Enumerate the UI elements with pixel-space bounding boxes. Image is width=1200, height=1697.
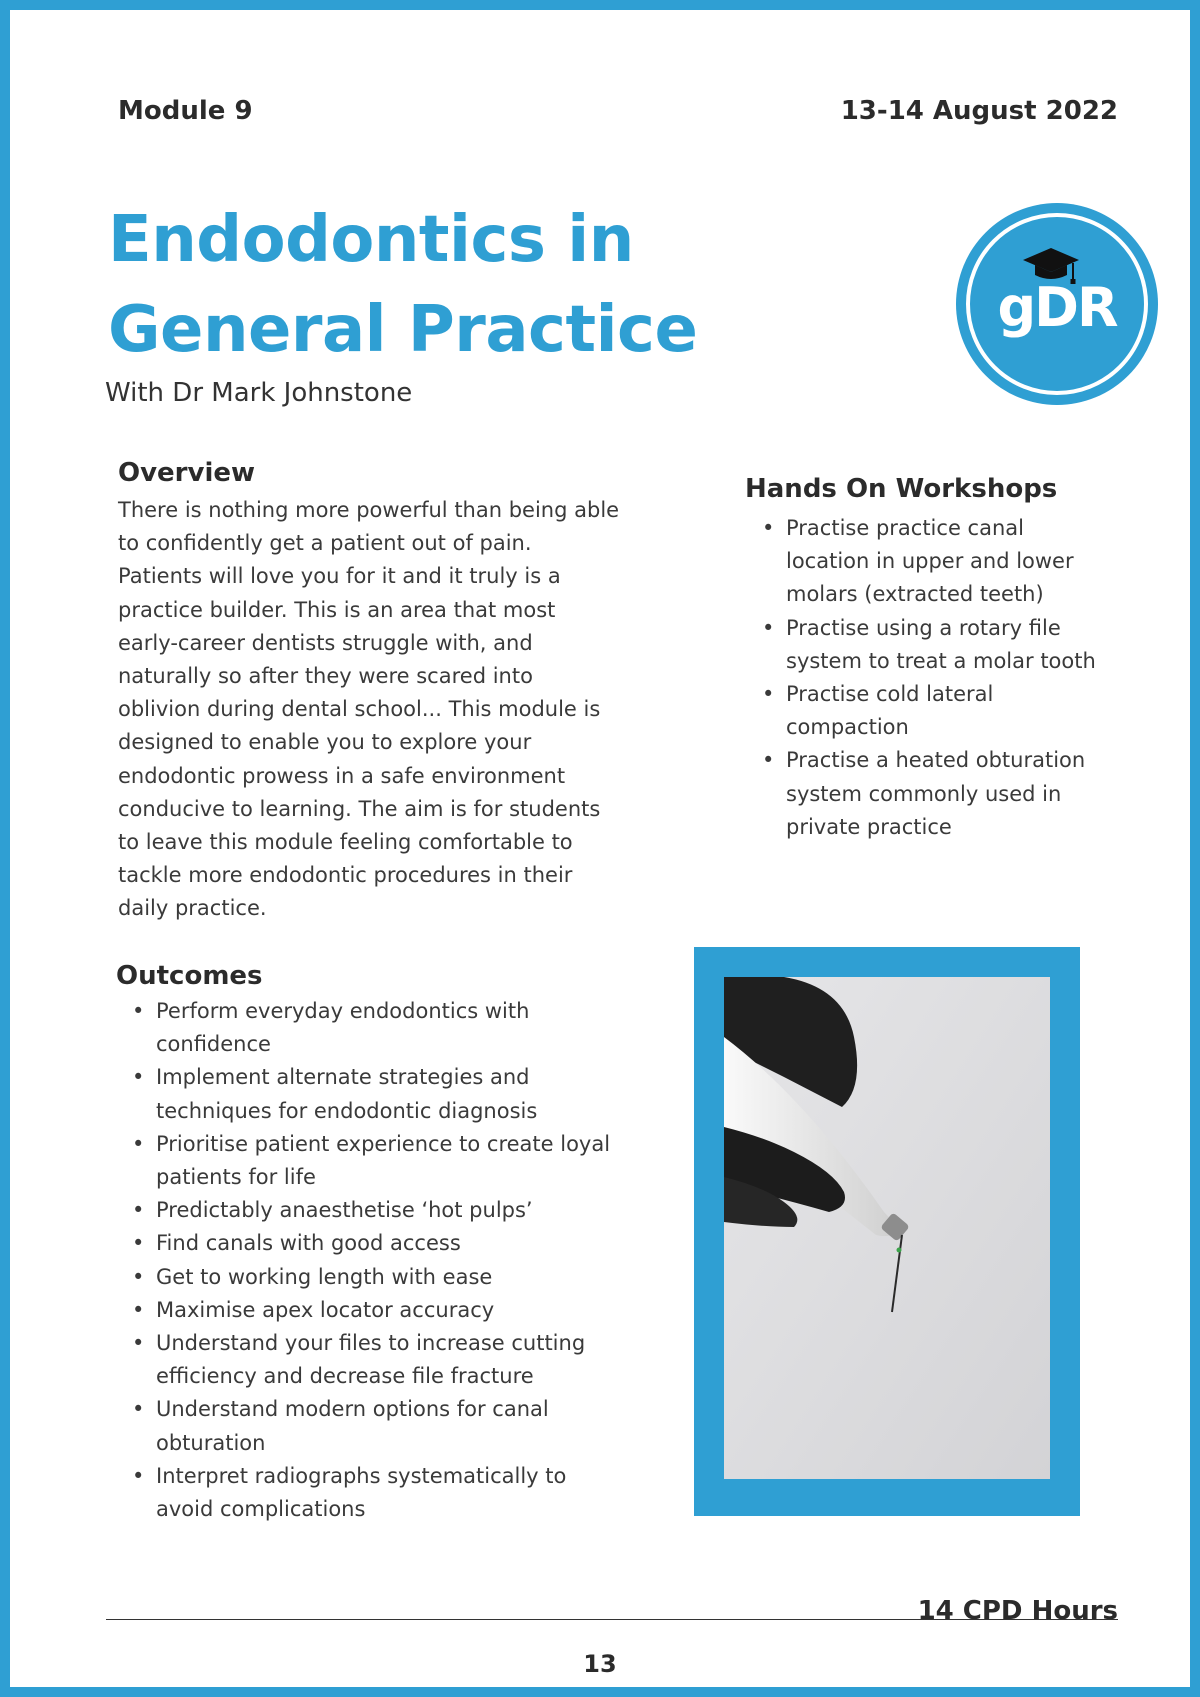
bullet-icon: • (132, 1297, 145, 1322)
overview-body (118, 494, 638, 926)
logo-text: gDR (997, 276, 1117, 339)
overview-line: designed to enable you to explore your (118, 730, 532, 755)
bullet-icon: • (132, 1331, 145, 1356)
footer-divider (106, 1619, 1118, 1620)
outcome-item-line: avoid complications (156, 1497, 366, 1522)
outcome-item (118, 1128, 698, 1194)
outcomes-heading: Outcomes (116, 961, 263, 991)
overview-line: endodontic prowess in a safe environment (118, 763, 566, 788)
bullet-icon: • (132, 1463, 145, 1488)
title-line-2: General Practice (108, 293, 698, 367)
workshops-heading: Hands On Workshops (745, 474, 1058, 504)
bullet-icon: • (132, 1065, 145, 1090)
bullet-icon: • (132, 1198, 145, 1223)
outcome-item-line: Get to working length with ease (156, 1264, 493, 1289)
bullet-icon: • (132, 1231, 145, 1256)
overview-heading: Overview (118, 458, 256, 488)
outcome-item (118, 1393, 698, 1459)
overview-line: tackle more endodontic procedures in their (118, 863, 573, 888)
workshop-item (748, 744, 1148, 844)
overview-line: oblivion during dental school... This module is (118, 697, 601, 722)
workshop-item-line: Practise practice canal (786, 516, 1024, 540)
gdr-logo (955, 202, 1159, 406)
workshop-item-line: Practise a heated obturation (786, 748, 1086, 773)
page-number: 13 (583, 1650, 617, 1678)
workshop-item (748, 512, 1148, 612)
workshops-list (748, 512, 1148, 844)
outcome-item-line: Prioritise patient experience to create loyal (156, 1131, 611, 1156)
outcome-item (118, 1194, 698, 1227)
module-label: Module 9 (118, 96, 253, 126)
overview-line: There is nothing more powerful than being able (118, 498, 620, 522)
workshop-item (748, 612, 1148, 678)
workshop-item-line: system commonly used in (786, 781, 1062, 806)
overview-line: daily practice. (118, 896, 267, 921)
bullet-icon: • (132, 1131, 145, 1156)
workshop-item (748, 678, 1148, 744)
outcome-item-line: Maximise apex locator accuracy (156, 1297, 495, 1322)
workshop-item-line: system to treat a molar tooth (786, 648, 1096, 673)
overview-line: conducive to learning. The aim is for students (118, 796, 601, 821)
bullet-icon: • (762, 748, 775, 773)
overview-line: Patients will love you for it and it truly is a (118, 564, 561, 589)
workshop-item-line: private practice (786, 814, 952, 839)
outcome-item (118, 1261, 698, 1294)
overview-line: to leave this module feeling comfortable to (118, 830, 573, 855)
outcome-item-line: patients for life (156, 1165, 316, 1190)
module-dates: 13-14 August 2022 (840, 96, 1118, 126)
photo-frame (694, 947, 1080, 1516)
outcome-item-line: confidence (156, 1032, 271, 1057)
bullet-icon: • (132, 999, 145, 1023)
workshop-item-line: Practise cold lateral (786, 682, 994, 707)
outcome-item-line: Understand modern options for canal (156, 1397, 549, 1422)
outcome-item (118, 1460, 698, 1526)
endodontic-handpiece-photo (724, 977, 1050, 1479)
bullet-icon: • (132, 1397, 145, 1422)
outcome-item-line: obturation (156, 1430, 266, 1455)
cpd-hours: 14 CPD Hours (917, 1596, 1118, 1626)
outcome-item (118, 1294, 698, 1327)
outcome-item-line: efficiency and decrease file fracture (156, 1364, 534, 1389)
workshop-item-line: molars (extracted teeth) (786, 582, 1044, 607)
outcome-item (118, 1061, 698, 1127)
overview-line: naturally so after they were scared into (118, 664, 533, 689)
workshop-item-line: compaction (786, 715, 909, 740)
page-title (108, 195, 808, 375)
outcome-item-line: Understand your files to increase cutting (156, 1331, 586, 1356)
outcome-item-line: Implement alternate strategies and (156, 1065, 530, 1090)
overview-line: practice builder. This is an area that most (118, 597, 556, 622)
bullet-icon: • (762, 682, 775, 707)
outcome-item-line: Interpret radiographs systematically to (156, 1463, 567, 1488)
outcome-item (118, 1327, 698, 1393)
overview-line: early-career dentists struggle with, and (118, 630, 533, 655)
workshop-item-line: location in upper and lower (786, 549, 1074, 574)
outcome-item (118, 995, 698, 1061)
bullet-icon: • (762, 516, 775, 540)
bullet-icon: • (762, 615, 775, 640)
title-line-1: Endodontics in (108, 203, 634, 277)
overview-line: to confidently get a patient out of pain. (118, 531, 532, 556)
bullet-icon: • (132, 1264, 145, 1289)
outcome-item-line: Perform everyday endodontics with (156, 999, 530, 1023)
outcome-item (118, 1227, 698, 1260)
outcome-item-line: Predictably anaesthetise ‘hot pulps’ (156, 1198, 533, 1223)
outcome-item-line: Find canals with good access (156, 1231, 461, 1256)
presenter-subtitle: With Dr Mark Johnstone (105, 378, 413, 408)
outcomes-list (118, 995, 698, 1526)
workshop-item-line: Practise using a rotary file (786, 615, 1061, 640)
outcome-item-line: techniques for endodontic diagnosis (156, 1098, 538, 1123)
